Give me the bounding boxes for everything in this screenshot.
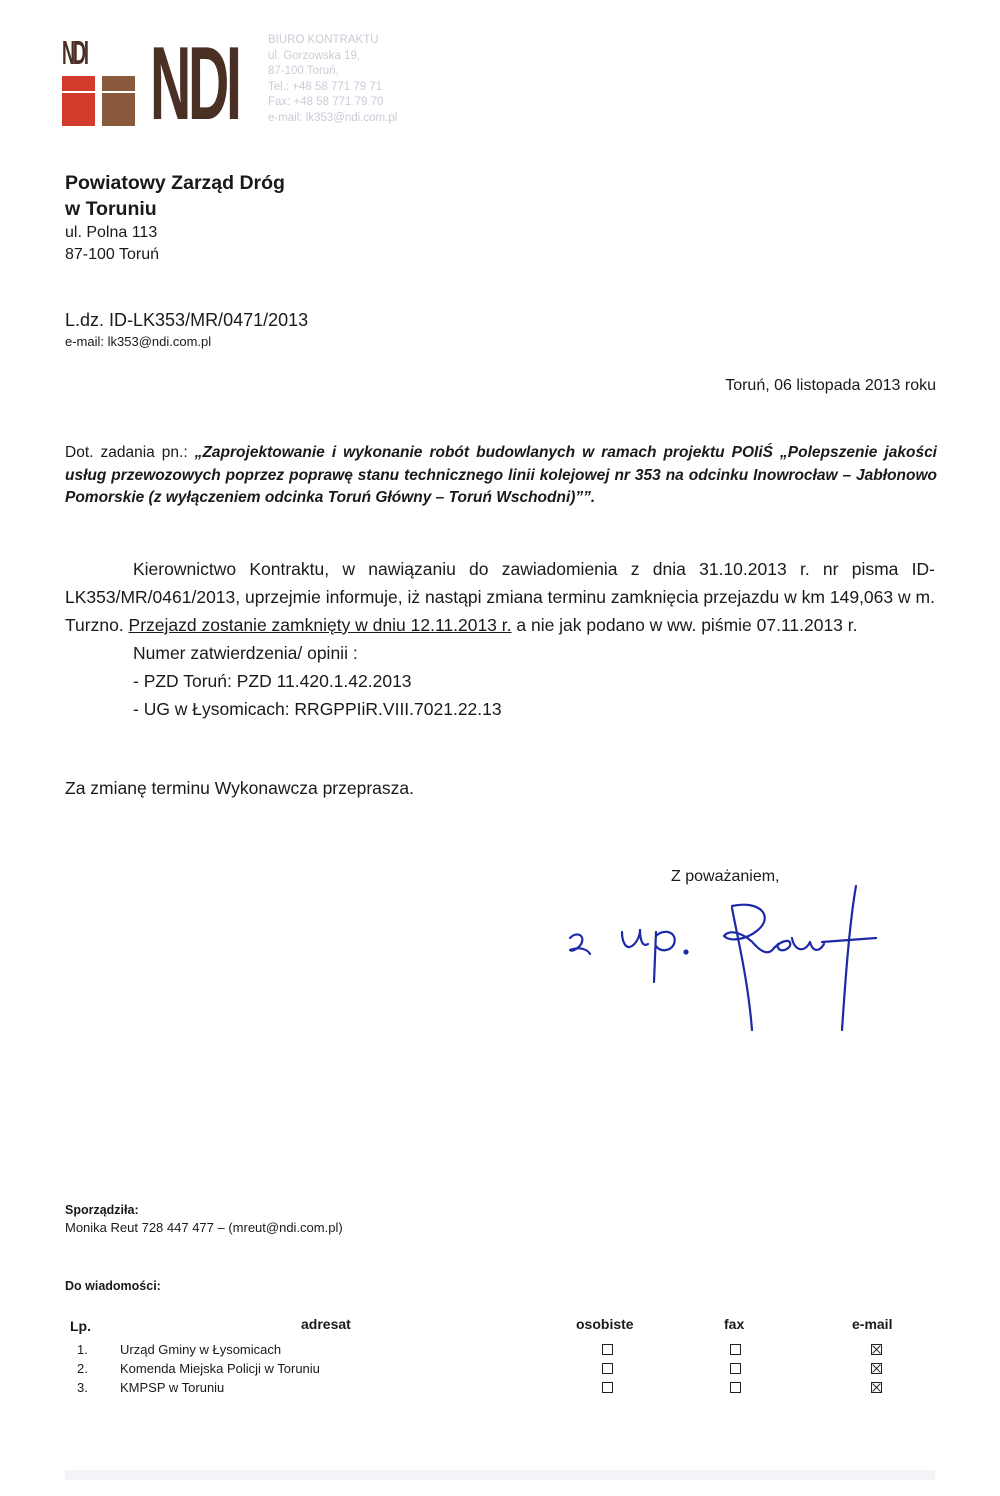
header-email: e-mail: [852, 1316, 893, 1332]
personal-checkbox[interactable]: [602, 1382, 613, 1393]
email-checkbox[interactable]: [871, 1363, 882, 1374]
personal-checkbox[interactable]: [602, 1344, 613, 1355]
office-line: 87-100 Toruń,: [268, 65, 339, 77]
fax-checkbox[interactable]: [730, 1344, 741, 1355]
header-lp: Lp.: [70, 1318, 91, 1334]
email-checkbox[interactable]: [871, 1344, 882, 1355]
body-paragraph: [65, 555, 935, 639]
office-line: ul. Gorzowska 19,: [268, 49, 361, 62]
reference-email: e-mail: lk353@ndi.com.pl: [65, 334, 212, 349]
reference-number: L.dz. ID-LK353/MR/0471/2013: [65, 310, 309, 330]
email-checkbox[interactable]: [871, 1382, 882, 1393]
approval-label: Numer zatwierdzenia/ opinii :: [133, 643, 358, 663]
fax-checkbox[interactable]: [730, 1382, 741, 1393]
personal-checkbox[interactable]: [602, 1363, 613, 1374]
handwritten-signature: [560, 880, 890, 1040]
subject: [65, 442, 937, 510]
office-line: Tel.: +48 58 771 79 71: [268, 80, 383, 93]
row-addressee: KMPSP w Toruniu: [120, 1380, 225, 1395]
header-addressee: adresat: [301, 1316, 351, 1332]
table-row: [65, 1342, 935, 1362]
distribution-label: Do wiadomości:: [65, 1279, 161, 1293]
logo-small-text: NDI: [62, 34, 87, 71]
office-line: e-mail: lk353@ndi.com.pl: [268, 111, 398, 124]
apology-text: Za zmianę terminu Wykonawcza przeprasza.: [65, 778, 415, 798]
ndi-logo: [62, 26, 239, 142]
fax-checkbox[interactable]: [730, 1363, 741, 1374]
office-line: BIURO KONTRAKTU: [268, 34, 379, 46]
logo-red-square: [62, 93, 95, 126]
subject-lead: Dot. zadania pn.:: [65, 444, 195, 461]
table-row: [65, 1361, 935, 1381]
table-row: [65, 1380, 935, 1400]
recipient-name: Powiatowy Zarząd Dróg: [65, 172, 285, 194]
row-lp: 1.: [77, 1342, 88, 1357]
logo-red-square-top: [62, 76, 95, 91]
header-personal: osobiste: [576, 1316, 634, 1332]
body-text-end: a nie jak podano w ww. piśmie 07.11.2013 r.: [511, 615, 858, 635]
row-addressee: Komenda Miejska Policji w Toruniu: [120, 1361, 320, 1376]
prepared-by-label: Sporządziła:: [65, 1203, 139, 1217]
office-line: Fax: +48 58 771 79 70: [268, 96, 384, 108]
letter-body: [65, 555, 935, 723]
footer-strip: [65, 1470, 935, 1480]
approval-item-2: - UG w Łysomicach: RRGPPIiR.VIII.7021.22.13: [133, 699, 502, 719]
row-addressee: Urząd Gminy w Łysomicach: [120, 1342, 282, 1357]
recipient-block: [65, 170, 285, 266]
logo-brown-square: [102, 93, 135, 126]
logo-gap: [62, 128, 95, 130]
recipient-name-2: w Toruniu: [65, 198, 157, 220]
recipient-street: ul. Polna 113: [65, 224, 158, 241]
body-text-start: Kierownictwo Kontraktu, w nawiązaniu do zawiadomienia z dnia 31.10.2013 r. nr pisma ID-LK353/MR/0461/2013, uprzejmie informuje, iż nastąpi zmiana terminu zamknięcia przejazdu w km 149,063 w m. Turzno.: [65, 559, 935, 635]
subject-title: „Zaprojektowanie i wykonanie robót budowlanych w ramach projektu POIiŚ „Polepszenie jakości usług przewozowych poprzez poprawę stanu technicznego linii kolejowej nr 353 na odcinku Inowrocław – Jabłonowo Pomorskie (z wyłączeniem odcinka Toruń Główny – Toruń Wschodni)””.: [65, 444, 937, 506]
row-lp: 2.: [77, 1361, 88, 1376]
closing-text: Z poważaniem,: [671, 868, 780, 885]
row-lp: 3.: [77, 1380, 88, 1395]
logo-big-text: NDI: [150, 26, 239, 142]
body-underlined: Przejazd zostanie zamknięty w dniu 12.11.2013 r.: [128, 615, 512, 635]
header-fax: fax: [724, 1316, 745, 1332]
contract-office-block: [268, 33, 397, 126]
approval-item-1: - PZD Toruń: PZD 11.420.1.42.2013: [133, 671, 412, 691]
distribution-table: [65, 1316, 935, 1396]
prepared-by-value: Monika Reut 728 447 477 – (mreut@ndi.com.pl): [65, 1220, 343, 1235]
logo-brown-square-top: [102, 76, 135, 91]
recipient-city: 87-100 Toruń: [65, 246, 159, 263]
letter-date: Toruń, 06 listopada 2013 roku: [725, 377, 936, 394]
